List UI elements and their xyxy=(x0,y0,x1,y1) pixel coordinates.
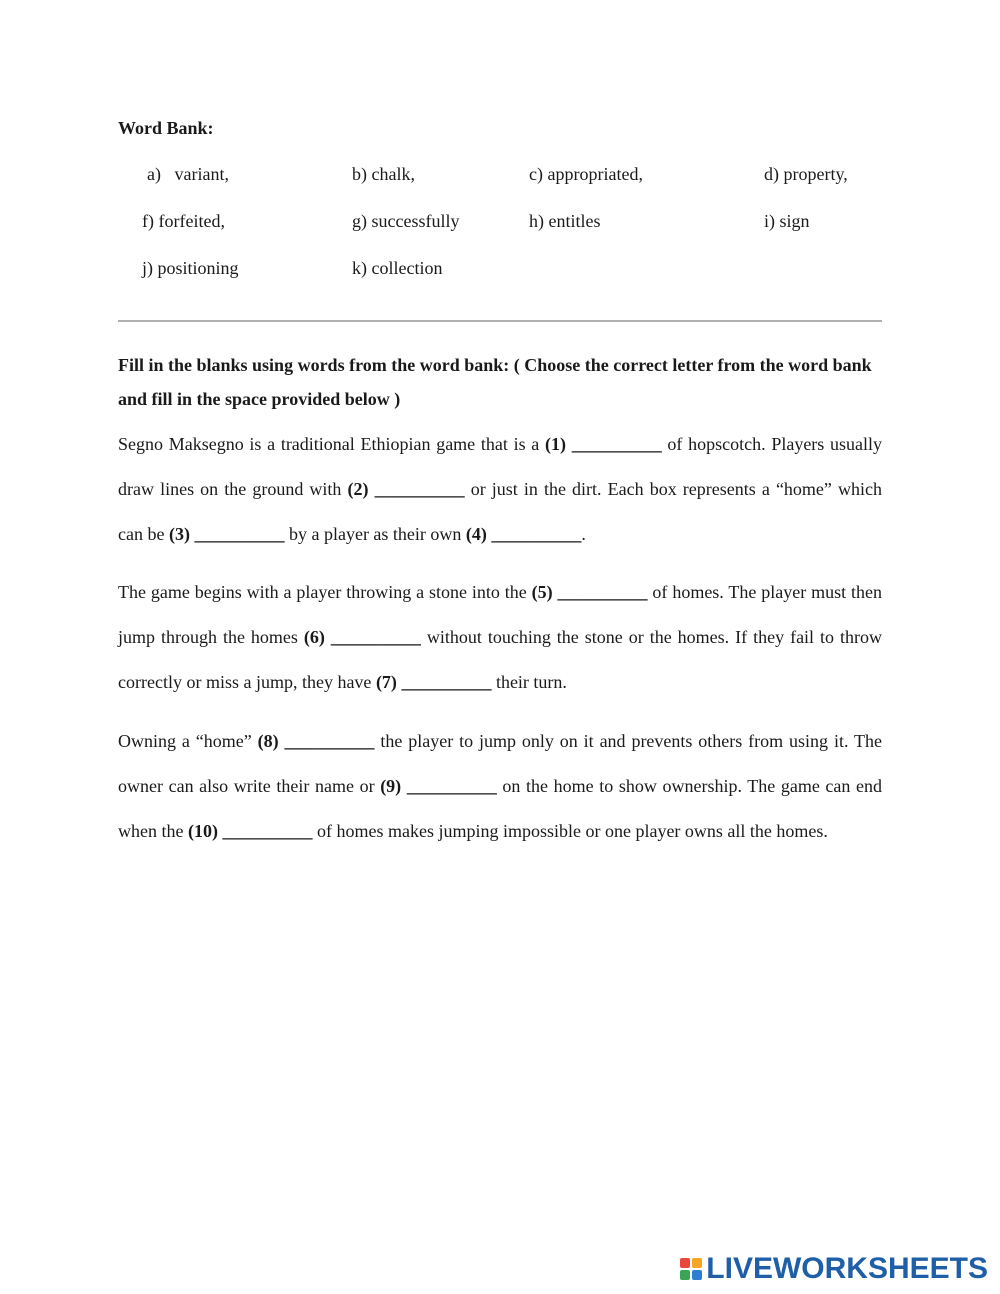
liveworksheets-logo-text: LIVEWORKSHEETS xyxy=(706,1252,988,1285)
section-divider xyxy=(118,320,882,322)
blank-line: __________ xyxy=(374,479,465,499)
blank-line: __________ xyxy=(571,434,662,454)
blank-number: (2) xyxy=(347,479,369,499)
word-bank-row xyxy=(118,164,882,211)
blank-8[interactable] xyxy=(258,731,375,751)
blank-number: (9) xyxy=(380,776,402,796)
logo-tile-v xyxy=(680,1270,690,1280)
paragraph-3 xyxy=(118,719,882,854)
paragraph-text: on the home to show ownership. The game can end when the xyxy=(118,776,883,841)
blank-1[interactable] xyxy=(545,434,662,454)
paragraph-text: The game begins with a player throwing a stone into the xyxy=(118,582,532,602)
paragraph-text: of hopscotch. Players usually draw lines on the ground with xyxy=(118,434,883,499)
blank-2[interactable] xyxy=(348,479,465,499)
blank-number: (7) xyxy=(375,672,397,692)
blank-number: (5) xyxy=(531,582,553,602)
blank-3[interactable] xyxy=(169,524,285,544)
paragraph-text: or just in the dirt. Each box represents a “home” which can be xyxy=(118,479,882,544)
paragraph-1 xyxy=(118,422,882,557)
word-bank-title: Word Bank: xyxy=(118,118,214,138)
word-bank-row xyxy=(118,211,882,258)
paragraph-text: without touching the stone or the homes. If they fail to throw correctly or miss a jump, they have xyxy=(118,627,883,692)
blank-number: (3) xyxy=(168,524,190,544)
blank-line: __________ xyxy=(194,524,285,544)
word-bank-item-c: c) appropriated, xyxy=(529,164,643,184)
word-bank-item-f: f) forfeited, xyxy=(142,211,225,231)
word-bank-item-d: d) property, xyxy=(764,164,848,184)
word-bank-item-b: b) chalk, xyxy=(352,164,415,184)
liveworksheets-logo xyxy=(680,1252,988,1286)
blank-number: (8) xyxy=(257,731,279,751)
word-bank-grid xyxy=(118,164,882,305)
word-bank-item-k: k) collection xyxy=(352,258,443,278)
word-bank-item-j: j) positioning xyxy=(142,258,239,278)
logo-tile-i xyxy=(692,1258,702,1268)
blank-number: (4) xyxy=(465,524,487,544)
logo-tile-e xyxy=(692,1270,702,1280)
blank-6[interactable] xyxy=(304,627,421,647)
paragraph-text: of homes makes jumping impossible or one player owns all the homes. xyxy=(312,821,828,841)
blank-line: __________ xyxy=(284,731,375,751)
instructions-heading: Fill in the blanks using words from the word bank: ( Choose the correct letter from the word bank and fill in the space provided below ) xyxy=(118,355,872,409)
blank-7[interactable] xyxy=(376,672,492,692)
blank-number: (1) xyxy=(545,434,566,454)
blank-line: __________ xyxy=(330,627,421,647)
paragraph-text: Owning a “home” xyxy=(118,731,258,751)
liveworksheets-logo-icon xyxy=(680,1258,702,1280)
blank-number: (6) xyxy=(303,627,325,647)
blank-number: (10) xyxy=(187,821,218,841)
word-bank-item-i: i) sign xyxy=(764,211,810,231)
paragraph-2 xyxy=(118,570,882,705)
blank-line: __________ xyxy=(557,582,648,602)
blank-line: __________ xyxy=(222,821,313,841)
blank-9[interactable] xyxy=(380,776,497,796)
paragraph-text: their turn. xyxy=(491,672,567,692)
paragraph-text: the player to jump only on it and prevents others from using it. The owner can also write their name or xyxy=(118,731,882,796)
word-bank-item-a: a) variant, xyxy=(147,164,229,184)
blank-5[interactable] xyxy=(532,582,648,602)
paragraph-text: . xyxy=(581,524,586,544)
blank-line: __________ xyxy=(401,672,492,692)
blank-4[interactable] xyxy=(466,524,582,544)
paragraph-text: of homes. The player must then jump through the homes xyxy=(118,582,882,647)
paragraph-text: by a player as their own xyxy=(284,524,466,544)
blank-line: __________ xyxy=(406,776,497,796)
blank-10[interactable] xyxy=(188,821,313,841)
word-bank-row xyxy=(118,258,882,305)
word-bank-item-g: g) successfully xyxy=(352,211,460,231)
logo-tile-l xyxy=(680,1258,690,1268)
blank-line: __________ xyxy=(491,524,582,544)
word-bank-item-h: h) entitles xyxy=(529,211,601,231)
paragraph-text: Segno Maksegno is a traditional Ethiopian game that is a xyxy=(118,434,545,454)
